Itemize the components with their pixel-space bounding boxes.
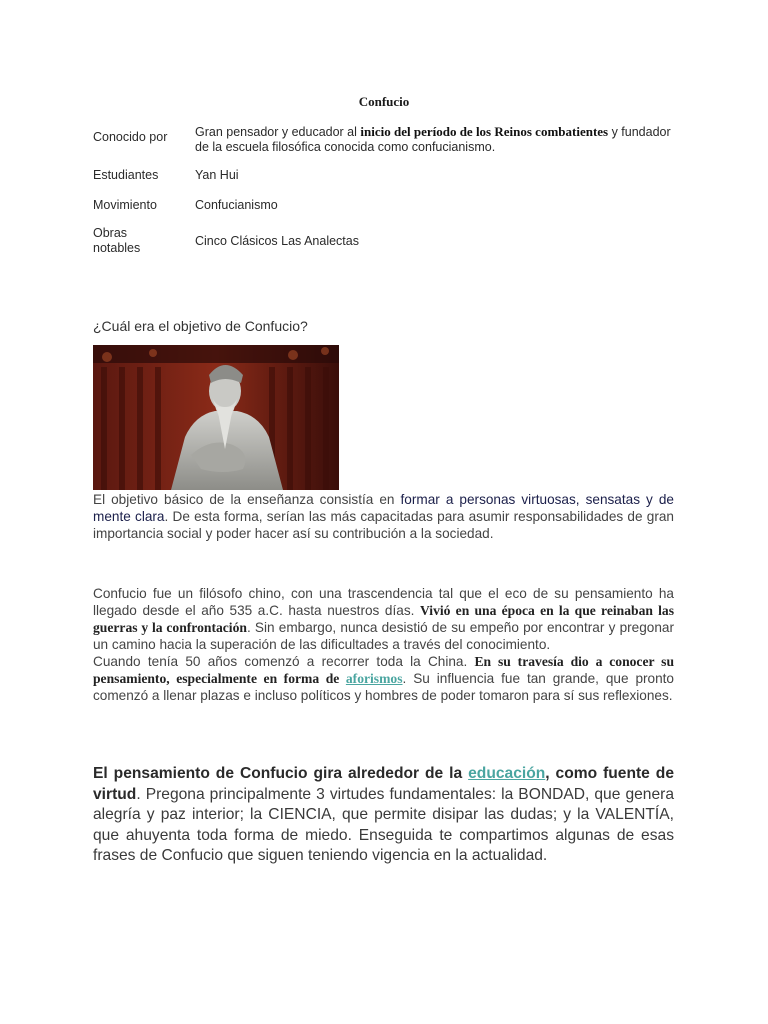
paragraph-thought: [93, 764, 674, 867]
p3-text: . Pregona principalmente 3 virtudes fundamentales: la BONDAD, que genera alegría y paz interior; la CIENCIA, que permite disipar las dudas; y la VALENTÍA, que ahuyenta toda forma de miedo. Enseguida te compartimos algunas de esas frases de Confucio que siguen teniendo vigencia en la actualidad.: [93, 785, 674, 865]
p2-bold-1: Vivió en una época en la que reinaban las guerras y la confrontación: [93, 603, 675, 635]
p2-text: Confucio fue un filósofo chino, con una trascendencia tal que el eco de su pensamiento ha llegado desde el año 535 a.C. hasta nuestros días.: [93, 586, 674, 618]
p2-text-end: . Su influencia fue tan grande, que pronto comenzó a llenar plazas e incluso políticos y hombres de poder tomaron para sí sus reflexiones.: [93, 671, 674, 703]
known-for-label: Conocido por: [93, 130, 168, 144]
confucius-statue-image: [93, 345, 339, 490]
p3-bold-2: , como fuente de virtud: [93, 765, 674, 803]
p2-text-2: Cuando tenía 50 años comenzó a recorrer toda la China.: [93, 654, 475, 669]
known-for-text-end: y fundador de la escuela filosófica conocida como confucianismo.: [195, 125, 671, 154]
known-for-bold: inicio del período de los Reinos combatientes: [360, 124, 609, 139]
p2-bold-2: En su travesía dio a conocer su pensamiento, especialmente en forma de: [93, 654, 674, 686]
works-value: Cinco Clásicos Las Analectas: [195, 234, 359, 248]
p2-text-mid: . Sin embargo, nunca desistió de su empeño por encontrar y pregonar un camino hacia la superación de las dificultades a través del conocimiento.: [93, 620, 674, 652]
aforismos-link[interactable]: aforismos: [345, 671, 403, 686]
students-label: Estudiantes: [93, 168, 159, 182]
known-for-value: [195, 124, 683, 155]
page-title: Confucio: [358, 94, 410, 109]
p1-highlight: formar a personas virtuosas, sensatas y de mente clara: [93, 492, 674, 524]
movement-label: Movimiento: [93, 198, 157, 212]
known-for-text: Gran pensador y educador al: [195, 125, 361, 139]
p1-text: El objetivo básico de la enseñanza consistía en: [93, 492, 401, 507]
works-label: Obras notables: [93, 226, 141, 255]
educacion-link[interactable]: educación: [468, 765, 546, 782]
paragraph-biography: [93, 585, 674, 704]
paragraph-objective: [93, 491, 674, 542]
p3-bold-1: El pensamiento de Confucio gira alrededor de la: [93, 765, 469, 782]
movement-value: Confucianismo: [195, 198, 278, 212]
p1-text-end: . De esta forma, serían las más capacitadas para asumir responsabilidades de gran importancia social y poder hacer así su contribución a la sociedad.: [93, 509, 674, 541]
students-value: Yan Hui: [195, 168, 239, 182]
section-question: ¿Cuál era el objetivo de Confucio?: [93, 318, 308, 334]
